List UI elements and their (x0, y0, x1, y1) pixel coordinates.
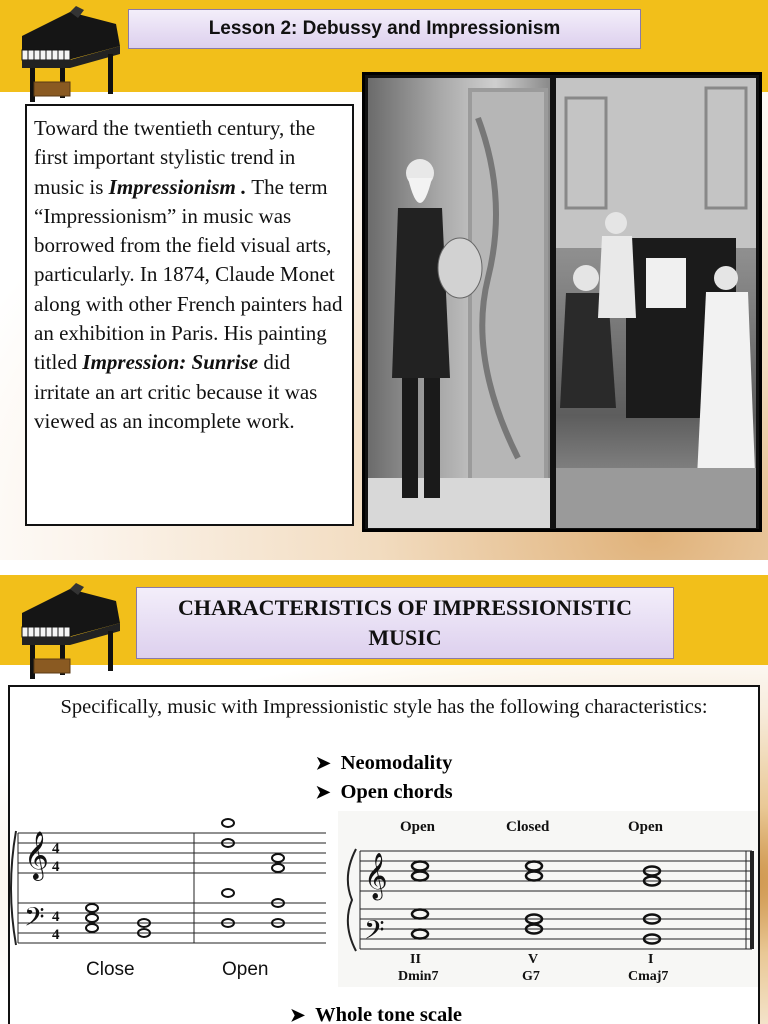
svg-text:𝄢: 𝄢 (364, 914, 385, 952)
numeral-ii: II (410, 952, 421, 967)
chord-dmin7: Dmin7 (398, 969, 439, 984)
arrowhead-bullet-icon: ➤ (290, 1005, 306, 1024)
svg-text:𝄞: 𝄞 (364, 853, 388, 899)
characteristics-list (10, 749, 758, 807)
photo-painter-at-canvas (368, 78, 550, 528)
chord-g7: G7 (522, 969, 540, 984)
header-open-2: Open (628, 819, 664, 835)
list-item: ➤ Whole tone scale (290, 1004, 462, 1024)
header-open-1: Open (400, 819, 436, 835)
chord-voicing-staff-example (338, 811, 758, 987)
header-closed: Closed (506, 819, 550, 835)
arrowhead-bullet-icon: ➤ (315, 753, 331, 773)
impressionism-description: Toward the twentieth century, the first important stylistic trend in music is Impressionism . The term “Impressionism” in music was borrowed from the field visual arts, particularly. In 1874, Claude Monet along with other French painters had an exhibition in Paris. His painting titled Impression: Sunrise did irritate an art critic because it was viewed as an incomplete work. (25, 104, 354, 526)
slide-2 (0, 575, 768, 1024)
list-item: ➤ Neomodality (10, 749, 758, 778)
characteristics-content (8, 685, 760, 1024)
svg-text:4: 4 (52, 859, 60, 875)
lesson-title: Lesson 2: Debussy and Impressionism (128, 9, 641, 49)
label-close: Close (86, 959, 135, 980)
close-open-staff-example (10, 813, 334, 983)
svg-text:𝄢: 𝄢 (24, 901, 45, 939)
svg-text:4: 4 (52, 841, 60, 857)
svg-text:4: 4 (52, 927, 60, 943)
svg-text:𝄞: 𝄞 (24, 830, 49, 879)
arrowhead-bullet-icon: ➤ (315, 782, 331, 802)
photo-pianist-salon (556, 78, 756, 528)
grand-piano-icon (8, 583, 126, 683)
list-item: ➤ Open chords (10, 778, 758, 807)
numeral-v: V (528, 952, 539, 967)
grand-piano-icon (8, 6, 126, 106)
chord-cmaj7: Cmaj7 (628, 969, 669, 984)
numeral-i: I (648, 952, 654, 967)
characteristics-intro: Specifically, music with Impressionistic style has the following characteristics: (60, 696, 708, 718)
characteristics-title: CHARACTERISTICS OF IMPRESSIONISTIC MUSIC (136, 587, 674, 659)
term-impression-sunrise: Impression: Sunrise (82, 350, 259, 375)
historical-photo (362, 72, 762, 532)
svg-text:4: 4 (52, 909, 60, 925)
slide-gap (0, 560, 768, 575)
label-open: Open (222, 959, 269, 980)
term-impressionism: Impressionism . (108, 174, 247, 199)
